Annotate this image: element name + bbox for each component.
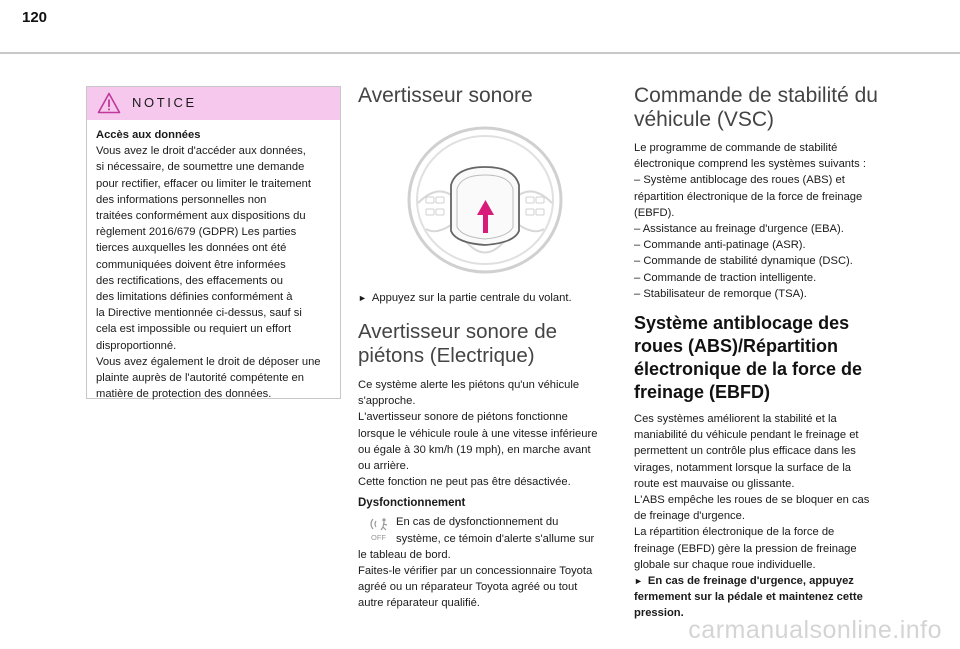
pedestrian-line: lorsque le véhicule roule à une vitesse inférieure: [358, 427, 598, 440]
abs-line: maniabilité du véhicule pendant le freinage et: [634, 429, 859, 442]
column-right: [634, 84, 896, 622]
notice-line: des rectifications, des effacements ou: [96, 274, 283, 287]
vsc-line: – Système antiblocage des roues (ABS) et: [634, 174, 845, 187]
vsc-line: – Stabilisateur de remorque (TSA).: [634, 287, 807, 300]
vsc-title-line1: Commande de stabilité du: [634, 84, 878, 107]
vsc-line: électronique comprend les systèmes suivants :: [634, 158, 866, 171]
abs-line: permettent un contrôle plus efficace dans les: [634, 445, 856, 458]
notice-line: la Directive mentionnée ci-dessus, sauf si: [96, 307, 302, 320]
vsc-line: – Commande de stabilité dynamique (DSC).: [634, 255, 853, 268]
malfunction-line: le tableau de bord.: [358, 548, 451, 561]
malfunction-line: autre réparateur qualifié.: [358, 597, 480, 610]
bullet-arrow-icon: ►: [634, 576, 643, 587]
bullet-arrow-icon: ►: [358, 293, 367, 303]
notice-title: NOTICE: [132, 95, 197, 110]
abs-line: globale sur chaque roue individuelle.: [634, 558, 816, 571]
notice-body: [87, 120, 340, 402]
vsc-title-line2: véhicule (VSC): [634, 108, 775, 131]
vsc-line: répartition électronique de la force de freinage: [634, 190, 863, 203]
notice-line: tierces auxquelles les données ont été: [96, 242, 287, 255]
pedestrian-title-line1: Avertisseur sonore de: [358, 320, 558, 343]
abs-instruction-line: fermement sur la pédale et maintenez cette: [634, 591, 863, 604]
horn-instruction-text: Appuyez sur la partie centrale du volant.: [371, 292, 572, 304]
notice-box: [86, 86, 341, 399]
notice-header: [87, 87, 340, 120]
notice-line: matière de protection des données.: [96, 388, 272, 401]
notice-line: Vous avez le droit d'accéder aux données,: [96, 145, 306, 158]
notice-line: cela est impossible ou requiert un effort: [96, 323, 292, 336]
steering-wheel-illustration: [406, 125, 564, 275]
malfunction-line: système, ce témoin d'alerte s'allume sur: [396, 532, 595, 545]
notice-heading: Accès aux données: [96, 129, 201, 141]
pedestrian-section: [358, 320, 616, 612]
column-middle: [358, 84, 616, 108]
abs-line: L'ABS empêche les roues de se bloquer en cas: [634, 494, 870, 507]
notice-line: Vous avez également le droit de déposer une: [96, 355, 321, 368]
pedestrian-title-line2: piétons (Electrique): [358, 344, 535, 367]
abs-body: [634, 411, 896, 622]
vsc-line: – Commande anti-patinage (ASR).: [634, 239, 806, 252]
pedestrian-line: ou égale à 30 km/h (19 mph), en marche avant: [358, 443, 591, 456]
abs-title-line: électronique de la force de: [634, 359, 863, 380]
abs-title-line: freinage (EBFD): [634, 382, 771, 403]
notice-line: pour rectifier, effacer ou limiter le traitement: [96, 177, 311, 190]
notice-line: disproportionné.: [96, 339, 177, 352]
notice-line: traitées conformément aux dispositions du: [96, 210, 306, 223]
pedestrian-line: Ce système alerte les piétons qu'un véhicule: [358, 379, 580, 391]
pedestrian-line: ou arrière.: [358, 460, 409, 473]
malfunction-line: En cas de dysfonctionnement du: [396, 516, 559, 529]
abs-title-line: roues (ABS)/Répartition: [634, 336, 839, 357]
abs-instruction-line: ► En cas de freinage d'urgence, appuyez: [634, 575, 854, 588]
malfunction-body: [358, 514, 616, 611]
vsc-line: (EBFD).: [634, 206, 675, 219]
warning-triangle-icon: [97, 92, 121, 114]
pedestrian-line: s'approche.: [358, 395, 416, 408]
page-number: 120: [22, 9, 48, 26]
off-label: OFF: [371, 533, 386, 543]
pedestrian-line: Cette fonction ne peut pas être désactivée.: [358, 476, 571, 489]
abs-line: freinage (EBFD) gère la pression de freinage: [634, 542, 857, 555]
abs-title-line: Système antiblocage des: [634, 313, 850, 334]
abs-line: de freinage d'urgence.: [634, 510, 745, 523]
horn-instruction: [358, 290, 616, 306]
vsc-line: Le programme de commande de stabilité: [634, 142, 838, 154]
malfunction-line: agréé ou un réparateur Toyota agréé ou tout: [358, 581, 578, 594]
pedestrian-body: [358, 377, 616, 490]
notice-line: règlement 2016/679 (GDPR) Les parties: [96, 226, 297, 239]
vsc-line: – Commande de traction intelligente.: [634, 271, 817, 284]
notice-line: plainte auprès de l'autorité compétente en: [96, 372, 305, 385]
notice-line: des limitations définies conformément à: [96, 291, 293, 304]
pedestrian-line: L'avertisseur sonore de piétons fonctionne: [358, 411, 568, 424]
pedestrian-alert-off-icon: [368, 516, 394, 542]
malfunction-line: Faites-le vérifier par un concessionnaire Toyota: [358, 565, 593, 578]
header-divider: [0, 52, 960, 54]
abs-title: [634, 312, 896, 404]
notice-line: des informations personnelles non: [96, 193, 267, 206]
notice-line: si nécessaire, de soumettre une demande: [96, 161, 305, 174]
notice-line: communiquées doivent être informées: [96, 258, 286, 271]
abs-line: La répartition électronique de la force de: [634, 526, 835, 539]
watermark: carmanualsonline.info: [688, 616, 942, 644]
abs-instruction-line: pression.: [634, 607, 684, 620]
abs-line: virages, notamment lorsque la surface de la: [634, 461, 852, 474]
malfunction-heading: Dysfonctionnement: [358, 497, 466, 510]
abs-line: Ces systèmes améliorent la stabilité et la: [634, 413, 837, 426]
vsc-line: – Assistance au freinage d'urgence (EBA).: [634, 223, 844, 236]
horn-title: Avertisseur sonore: [358, 84, 533, 107]
vsc-body: [634, 140, 896, 302]
abs-line: route est mauvaise ou glissante.: [634, 477, 795, 490]
